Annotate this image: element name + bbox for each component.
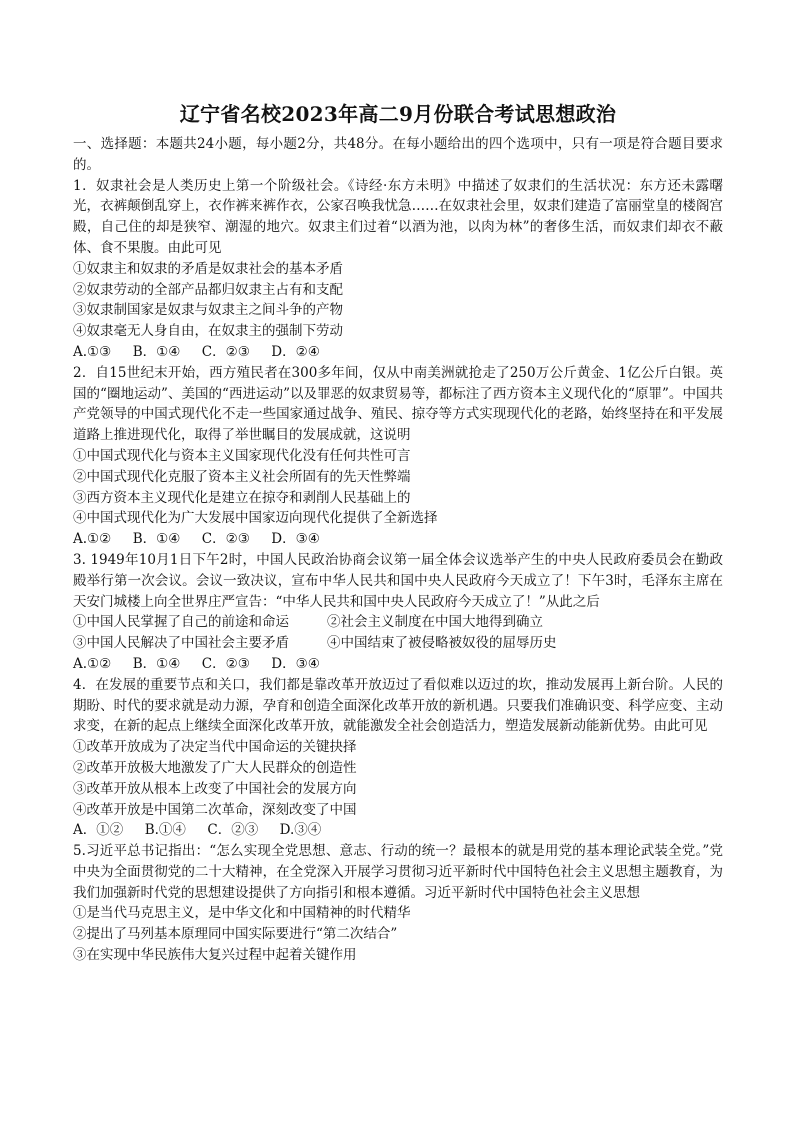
option-3: ③在实现中华民族伟大复兴过程中起着关键作用 bbox=[73, 947, 357, 964]
answer-choices: A.①③ B．①④ C．②③ D．②④ bbox=[73, 343, 320, 360]
question-1 bbox=[73, 176, 723, 363]
question-2 bbox=[73, 363, 723, 550]
section-instructions: 一、选择题：本题共24小题，每小题2分，共48分。在每小题给出的四个选项中，只有一项是符合题目要求的。 bbox=[73, 136, 723, 173]
option-3: ③中国人民解决了中国社会主要矛盾 bbox=[73, 635, 289, 652]
page-title: 辽宁省名校2023年高二9月份联合考试思想政治 bbox=[179, 102, 617, 126]
option-4: ④奴隶毫无人身自由，在奴隶主的强制下劳动 bbox=[73, 323, 343, 340]
exam-page bbox=[73, 100, 723, 966]
option-4: ④改革开放是中国第二次革命，深刻改变了中国 bbox=[73, 801, 357, 818]
option-1: ①中国式现代化与资本主义国家现代化没有任何共性可言 bbox=[73, 447, 411, 464]
question-stem: 1．奴隶社会是人类历史上第一个阶级社会。《诗经·东方未明》中描述了奴隶们的生活状况：东方还未露曙光，衣裤颠倒乱穿上，衣作裤来裤作衣，公家召唤我忧急……在奴隶社会里，奴隶们建造了富丽堂皇的楼阁宫殿，自己住的却是狭窄、潮湿的地穴。奴隶主们过着“以酒为池，以肉为林”的奢侈生活，而奴隶们却衣不蔽体、食不果腹。由此可见 bbox=[73, 177, 723, 256]
option-row bbox=[73, 633, 723, 654]
option-1: ①中国人民掌握了自己的前途和命运 bbox=[73, 614, 289, 631]
answer-choices: A．①② B.①④ C．②③ D.③④ bbox=[73, 822, 322, 839]
question-4 bbox=[73, 675, 723, 841]
question-3 bbox=[73, 550, 723, 675]
option-1: ①奴隶主和奴隶的矛盾是奴隶社会的基本矛盾 bbox=[73, 260, 343, 277]
option-1: ①是当代马克思主义，是中华文化和中国精神的时代精华 bbox=[73, 905, 411, 922]
option-4: ④中国式现代化为广大发展中国家迈向现代化提供了全新选择 bbox=[73, 510, 438, 527]
answer-choices: A.①② B．①④ C．②③ D．③④ bbox=[73, 531, 320, 548]
question-5 bbox=[73, 841, 723, 966]
option-2: ②改革开放极大地激发了广大人民群众的创造性 bbox=[73, 759, 357, 776]
question-stem: 2．自15世纪末开始，西方殖民者在300多年间，仅从中南美洲就抢走了250万公斤黄金、1亿公斤白银。英国的“圈地运动”、美国的“西进运动”以及罪恶的奴隶贸易等，都标注了西方资本主义现代化的“原罪”。中国共产党领导的中国式现代化不走一些国家通过战争、殖民、掠夺等方式实现现代化的老路，始终坚持在和平发展道路上推进现代化，取得了举世瞩目的发展成就，这说明 bbox=[73, 364, 723, 444]
option-3: ③奴隶制国家是奴隶与奴隶主之间斗争的产物 bbox=[73, 302, 343, 319]
option-1: ①改革开放成为了决定当代中国命运的关键抉择 bbox=[73, 739, 357, 756]
answer-choices: A.①② B．①④ C．②③ D．③④ bbox=[73, 655, 320, 672]
option-3: ③改革开放从根本上改变了中国社会的发展方向 bbox=[73, 780, 357, 797]
option-2: ②中国式现代化克服了资本主义社会所固有的先天性弊端 bbox=[73, 468, 411, 485]
option-3: ③西方资本主义现代化是建立在掠夺和剥削人民基础上的 bbox=[73, 489, 411, 506]
question-stem: 3. 1949年10月1日下午2时，中国人民政治协商会议第一届全体会议选举产生的中央人民政府委员会在勤政殿举行第一次会议。会议一致决议，宣布中华人民共和国中央人民政府今天成立了！下午3时，毛泽东主席在天安门城楼上向全世界庄严宣告：“中华人民共和国中央人民政府今天成立了！”从此之后 bbox=[73, 551, 723, 610]
option-4: ④中国结束了被侵略被奴役的屈辱历史 bbox=[327, 635, 557, 652]
option-row bbox=[73, 612, 723, 633]
question-stem: 5.习近平总书记指出：“怎么实现全党思想、意志、行动的统一？最根本的就是用党的基本理论武装全党。”党中央为全面贯彻党的二十大精神，在全党深入开展学习贯彻习近平新时代中国特色社会主义思想主题教育，为我们加强新时代党的思想建设提供了方向指引和根本遵循。习近平新时代中国特色社会主义思想 bbox=[73, 843, 723, 901]
option-2: ②奴隶劳动的全部产品都归奴隶主占有和支配 bbox=[73, 281, 343, 298]
option-2: ②社会主义制度在中国大地得到确立 bbox=[327, 614, 543, 631]
option-2: ②提出了马列基本原理同中国实际要进行“第二次结合” bbox=[73, 926, 398, 943]
question-stem: 4．在发展的重要节点和关口，我们都是靠改革开放迈过了看似难以迈过的坎，推动发展再上新台阶。人民的期盼、时代的要求就是动力源，孕育和创造全面深化改革开放的新机遇。只要我们准确识变、科学应变、主动求变，在新的起点上继续全面深化改革开放，就能激发全社会创造活力，塑造发展新动能新优势。由此可见 bbox=[73, 676, 723, 735]
